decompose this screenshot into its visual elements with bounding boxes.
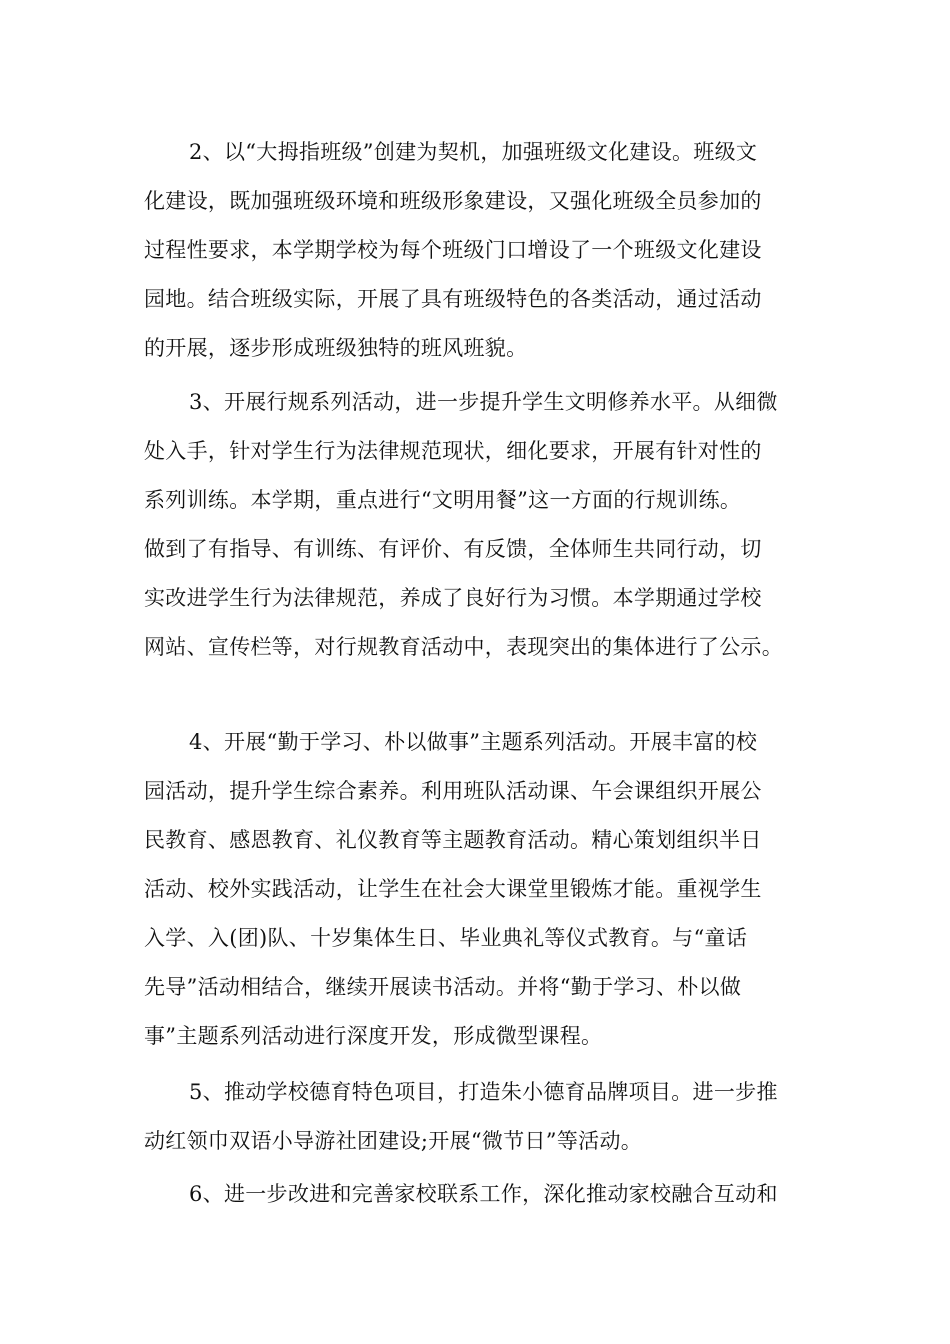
paragraph-line: 事”主题系列活动进行深度开发，形成微型课程。 xyxy=(144,1024,603,1048)
paragraph-line: 入学、入(团)队、十岁集体生日、毕业典礼等仪式教育。与“童话 xyxy=(144,926,748,950)
paragraph-line: 做到了有指导、有训练、有评价、有反馈，全体师生共同行动，切 xyxy=(144,537,762,561)
paragraph-line: 系列训练。本学期，重点进行“文明用餐”这一方面的行规训练。 xyxy=(144,488,742,512)
paragraph-line: 活动、校外实践活动，让学生在社会大课堂里锻炼才能。重视学生 xyxy=(144,877,762,901)
paragraph-line: 过程性要求，本学期学校为每个班级门口增设了一个班级文化建设 xyxy=(144,238,762,262)
paragraph-line: 化建设，既加强班级环境和班级形象建设，又强化班级全员参加的 xyxy=(144,189,762,213)
paragraph-line: 网站、宣传栏等，对行规教育活动中，表现突出的集体进行了公示。 xyxy=(144,635,783,659)
paragraph-line: 3、开展行规系列活动，进一步提升学生文明修养水平。从细微 xyxy=(189,390,778,414)
paragraph-2 xyxy=(144,128,814,373)
paragraph-line: 2、以“大拇指班级”创建为契机，加强班级文化建设。班级文 xyxy=(189,140,758,164)
paragraph-line: 园地。结合班级实际，开展了具有班级特色的各类活动，通过活动 xyxy=(144,287,762,311)
paragraph-line: 5、推动学校德育特色项目，打造朱小德育品牌项目。进一步推 xyxy=(189,1080,778,1104)
paragraph-line: 先导”活动相结合，继续开展读书活动。并将“勤于学习、朴以做 xyxy=(144,975,742,999)
paragraph-line: 园活动，提升学生综合素养。利用班队活动课、午会课组织开展公 xyxy=(144,779,762,803)
paragraph-line: 实改进学生行为法律规范，养成了良好行为习惯。本学期通过学校 xyxy=(144,586,762,610)
paragraph-line: 4、开展“勤于学习、朴以做事”主题系列活动。开展丰富的校 xyxy=(189,730,758,754)
paragraph-6 xyxy=(144,1170,814,1219)
paragraph-line: 6、进一步改进和完善家校联系工作，深化推动家校融合互动和 xyxy=(189,1182,778,1206)
paragraph-5 xyxy=(144,1068,814,1166)
paragraph-3 xyxy=(144,378,814,672)
paragraph-line: 处入手，针对学生行为法律规范现状，细化要求，开展有针对性的 xyxy=(144,439,762,463)
paragraph-line: 动红领巾双语小导游社团建设;开展“微节日”等活动。 xyxy=(144,1129,643,1153)
paragraph-line: 民教育、感恩教育、礼仪教育等主题教育活动。精心策划组织半日 xyxy=(144,828,762,852)
paragraph-4 xyxy=(144,718,814,1061)
paragraph-line: 的开展，逐步形成班级独特的班风班貌。 xyxy=(144,336,528,360)
